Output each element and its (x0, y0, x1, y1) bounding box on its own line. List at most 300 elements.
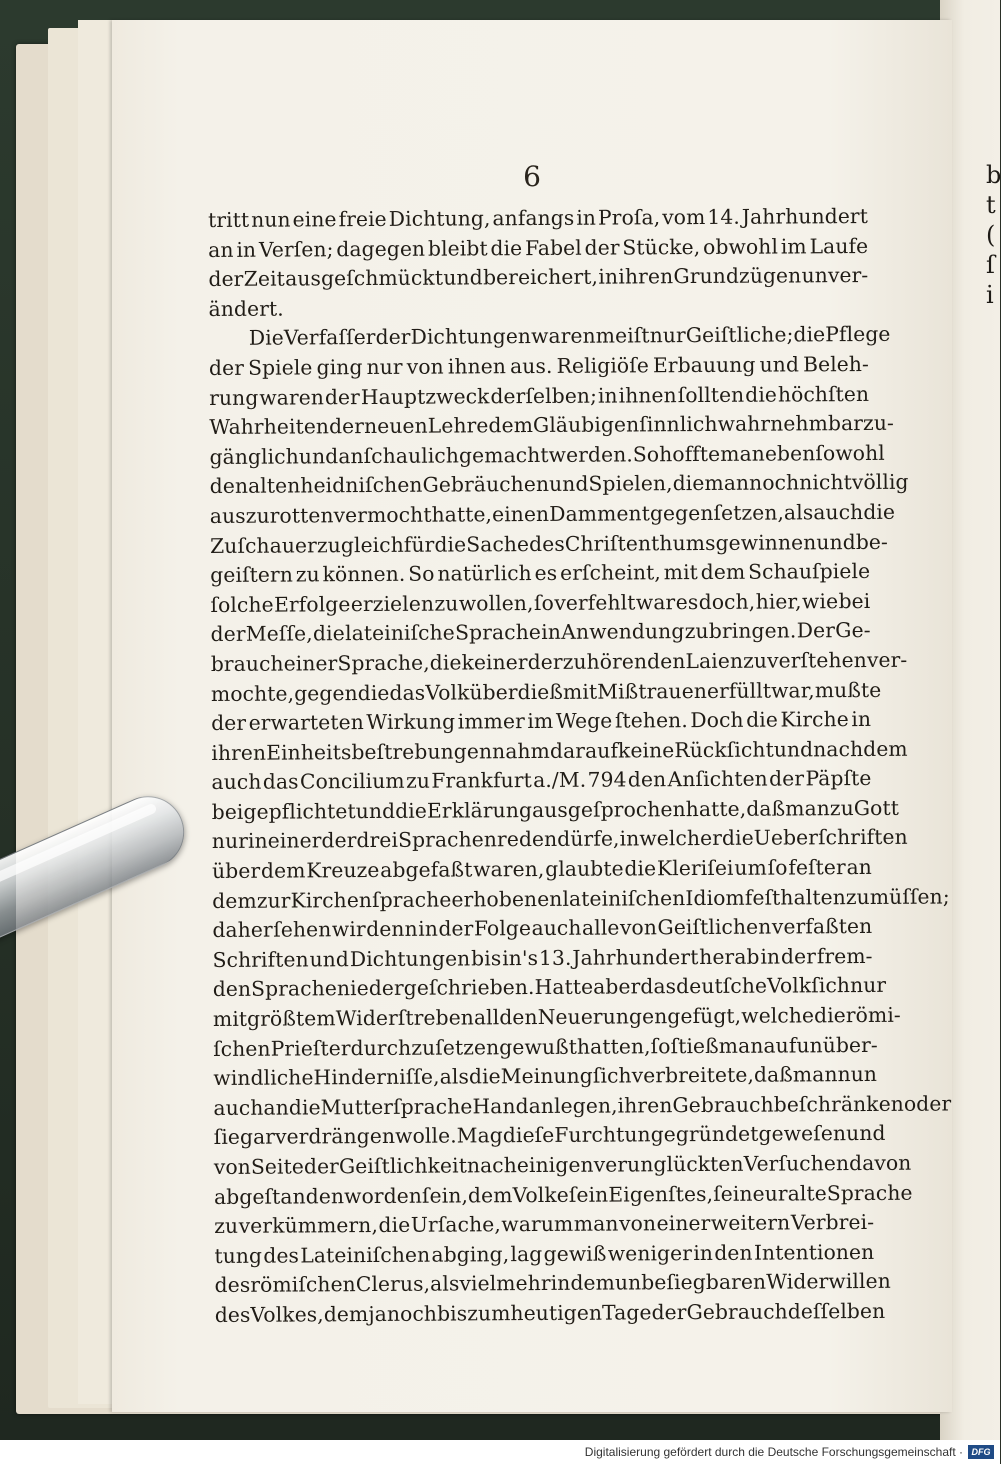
word: warum (501, 1211, 574, 1237)
word: der (527, 649, 563, 674)
word: nur (366, 354, 403, 380)
word: Laien (685, 648, 744, 673)
word: niedergeſchrieben. (336, 975, 535, 1001)
text-line (213, 1060, 878, 1094)
word: denn (366, 916, 418, 942)
word: freie (338, 206, 387, 232)
word: Gläubigen (532, 412, 640, 438)
word: völlig (851, 470, 909, 495)
word: hier, (755, 589, 802, 614)
word: mochte, (210, 680, 295, 706)
word: in (619, 826, 640, 851)
body-text (208, 202, 952, 1331)
word: ausgeſchmückt (285, 265, 444, 291)
word: mit (562, 679, 598, 704)
word: deutſche (676, 974, 768, 999)
word: wolle. (395, 1123, 457, 1149)
word: ändert. (208, 296, 284, 321)
word: für (403, 532, 435, 557)
word: Die (248, 325, 284, 351)
word: Meinung (500, 1063, 593, 1089)
word: können. (322, 561, 406, 587)
word: der (303, 1154, 340, 1179)
word: größtem (247, 1006, 336, 1031)
text-line (211, 823, 908, 857)
word: oder (903, 1091, 952, 1116)
word: Intentionen (753, 1239, 875, 1265)
text-line (212, 853, 872, 887)
word: Pflege (825, 322, 891, 347)
word: doch, (698, 589, 756, 614)
word: mit (663, 560, 698, 585)
word: als (430, 1271, 460, 1297)
word: Stücke, (622, 234, 701, 260)
word: weitern (710, 1210, 791, 1236)
word: um (734, 855, 767, 880)
word: der (438, 916, 474, 941)
word: keine (617, 737, 675, 763)
word: in (760, 944, 781, 969)
word: und (298, 443, 339, 469)
word: Zeit (243, 266, 285, 291)
word: Geiſtlichkeit (338, 1153, 467, 1179)
text-line (211, 794, 900, 828)
word: Verſuchen (743, 1151, 850, 1176)
word: in (693, 1240, 714, 1265)
footer-credit: Digitalisierung gefördert durch die Deutsche Forschungsgemeinschaft · (584, 1445, 963, 1459)
word: immer (457, 709, 525, 734)
word: die (745, 382, 778, 407)
text-line (213, 1149, 912, 1183)
word: heidniſchen (300, 473, 423, 498)
word: den (627, 767, 667, 792)
word: nur (211, 829, 249, 854)
word: Neuerungen (537, 1004, 668, 1030)
word: Dichtungen (410, 324, 532, 350)
word: in (247, 829, 268, 854)
word: anfangs (492, 205, 575, 231)
word: zu (295, 562, 320, 587)
word: in (236, 237, 257, 262)
word: ſich (811, 973, 851, 998)
word: davon (849, 1150, 912, 1176)
word: verfaßten (771, 914, 873, 939)
word: das (262, 769, 299, 794)
word: Einheitsbeſtrebungen (266, 738, 493, 765)
word: der (651, 1300, 687, 1325)
word: vermocht (333, 502, 432, 528)
word: Schauſpiele (748, 559, 871, 584)
text-line (213, 1119, 886, 1153)
word: Idiom (685, 885, 745, 910)
word: als (783, 500, 814, 525)
word: erwarteten (248, 710, 364, 735)
word: Spiele (247, 355, 313, 380)
word: beſchränken (773, 1091, 904, 1117)
word: herab (699, 944, 760, 969)
word: ſein (568, 1182, 609, 1207)
word: der (321, 828, 357, 853)
word: unbeſiegbaren (614, 1269, 767, 1295)
word: Frankfurt (431, 768, 532, 793)
text-line (212, 912, 872, 946)
word: ſolche (210, 592, 274, 617)
word: hoffte (659, 441, 721, 466)
text-line (209, 350, 869, 384)
word: Geiſtliche; (685, 322, 794, 348)
text-line (211, 764, 871, 798)
word: neuen (363, 413, 428, 439)
word: erſcheint, (560, 560, 661, 585)
word: nun (251, 207, 291, 232)
word: Rückſicht (674, 737, 774, 762)
word: bis (471, 946, 502, 971)
word: der (210, 622, 246, 647)
word: im (780, 233, 807, 259)
word: Gebrauch (686, 1299, 788, 1325)
word: waren, (473, 857, 545, 882)
word: einer (267, 828, 322, 854)
word: Jahrhundert (741, 203, 869, 229)
word: eine (292, 207, 337, 232)
word: Lehre (427, 413, 489, 438)
word: man (704, 471, 750, 496)
word: ausgeſprochen (531, 796, 686, 822)
word: gänglich (209, 444, 299, 469)
word: frem- (816, 943, 873, 969)
word: brauch (210, 651, 284, 676)
word: ſo (650, 1033, 671, 1058)
page-number: 6 (523, 160, 541, 193)
word: Volk (425, 679, 470, 705)
word: hatte, (685, 796, 747, 821)
word: die (357, 680, 390, 705)
word: Anſichten (667, 766, 768, 792)
word: Anwendung (561, 619, 685, 645)
word: ſo (767, 855, 788, 880)
word: entgegenſetzen, (616, 500, 785, 526)
word: Wirkung (366, 709, 456, 735)
word: aus. (510, 353, 553, 379)
word: Verfaſſer (283, 325, 376, 350)
text-line (208, 202, 868, 236)
word: be- (855, 529, 888, 554)
word: noch (749, 470, 800, 496)
word: dürfe, (557, 826, 620, 852)
word: Eigenſtes, (608, 1181, 714, 1207)
word: Wahrheiten (209, 414, 330, 440)
word: glaubte (545, 856, 624, 882)
word: werden. (548, 442, 633, 467)
word: die (378, 1212, 411, 1238)
word: den (212, 977, 252, 1002)
text-line (214, 1297, 886, 1331)
word: man (792, 1062, 838, 1087)
word: Kirchenſprache (290, 887, 452, 913)
word: man (718, 1033, 764, 1058)
word: darauf (549, 738, 619, 763)
text-line (213, 1090, 952, 1124)
word: Gebräuchen (422, 472, 550, 498)
word: nur (649, 323, 686, 348)
word: 794 (587, 767, 627, 792)
word: der (211, 710, 247, 736)
word: der (375, 325, 411, 350)
word: an (846, 855, 872, 880)
text-line (210, 646, 908, 680)
word: zu (829, 795, 854, 821)
word: Widerſtreben (335, 1005, 475, 1031)
word: und (355, 798, 396, 823)
word: ſo (533, 590, 554, 615)
word: Ge- (835, 618, 871, 643)
word: Kirche (780, 707, 849, 732)
word: in (598, 264, 619, 289)
word: Fabel (524, 235, 582, 260)
word: des (263, 1243, 300, 1268)
word: keiner (461, 649, 528, 675)
word: Concilium (299, 769, 405, 794)
word: die (288, 1095, 321, 1120)
word: all (473, 1005, 500, 1030)
word: wir (331, 917, 366, 942)
word: das (389, 680, 426, 705)
word: über (211, 858, 261, 884)
word: auch (813, 499, 864, 525)
word: die (468, 1064, 501, 1089)
text-line (211, 705, 871, 739)
word: ſich (592, 1063, 632, 1088)
word: dieſe (502, 1123, 555, 1148)
word: und (549, 472, 589, 497)
word: tritt (208, 207, 250, 232)
word: der (769, 766, 805, 791)
text-line (213, 942, 873, 976)
text-line (210, 675, 882, 709)
word: auch (531, 915, 582, 941)
word: und (759, 352, 800, 377)
word: ihnen (618, 382, 677, 408)
word: ſchen (213, 1036, 271, 1061)
word: dem (212, 888, 257, 913)
word: Geiſtlichen (657, 914, 772, 940)
word: höchſten (777, 381, 870, 407)
word: Schriften (212, 947, 309, 972)
text-line (208, 261, 868, 295)
word: auszurotten (209, 503, 334, 528)
word: Damm (549, 501, 617, 526)
word: dem (488, 413, 534, 438)
word: 13. (538, 945, 572, 970)
word: der (328, 414, 365, 439)
word: vom (662, 204, 706, 230)
word: müſſen; (869, 884, 950, 909)
text-line (210, 557, 870, 591)
word: Hinderniſſe, (313, 1064, 440, 1090)
text-line (209, 409, 894, 443)
word: in (550, 1271, 571, 1296)
word: beigepflichtet (211, 798, 356, 824)
word: mußte (814, 677, 882, 702)
word: Laufe (809, 233, 869, 258)
text-line (210, 587, 870, 621)
word: Spielen, (588, 471, 673, 497)
word: bringen. (708, 618, 797, 644)
word: Hatte (534, 975, 594, 1000)
word: die (793, 322, 826, 347)
word: ſein, (421, 1183, 469, 1208)
word: heutigen (510, 1300, 603, 1326)
word: unver- (801, 263, 869, 288)
word: der (584, 235, 620, 260)
text-line (212, 971, 887, 1005)
word: an (208, 237, 234, 262)
word: nur (849, 973, 887, 998)
word: So (632, 441, 660, 467)
word: die (721, 826, 754, 851)
word: nach (466, 1153, 517, 1178)
word: ebenſowohl (764, 440, 885, 466)
word: Chriſtenthums (564, 530, 716, 556)
word: verſtehen (766, 647, 867, 673)
text-line (214, 1267, 891, 1301)
word: des (214, 1273, 251, 1298)
word: bleibt (427, 235, 488, 261)
text-line (212, 883, 950, 917)
word: römi- (845, 1002, 901, 1028)
word: dem (260, 858, 306, 883)
word: ihren (617, 1092, 673, 1118)
dfg-logo: DFG (968, 1445, 994, 1459)
word: die (813, 1003, 846, 1028)
word: anſchaulich (338, 443, 460, 468)
word: von (406, 354, 444, 379)
word: von (618, 1211, 657, 1236)
word: uralte (764, 1180, 827, 1206)
word: die (672, 471, 705, 496)
word: gefügt, (667, 1003, 742, 1029)
word: Hauptzweck (360, 383, 490, 409)
word: daß (753, 1062, 793, 1087)
word: erzielen (350, 591, 435, 616)
word: Widerwillen (766, 1269, 891, 1294)
word: römiſchen (250, 1272, 356, 1298)
text-line (214, 1238, 874, 1272)
word: Dichtungen (349, 946, 471, 971)
word: wie (801, 588, 839, 614)
word: welcher (639, 826, 723, 851)
word: Folge (473, 916, 532, 941)
word: an (263, 1095, 289, 1120)
word: derſelben; (490, 383, 598, 408)
footer-bar (0, 1440, 1000, 1464)
word: durchzuſetzen (350, 1034, 500, 1060)
word: ihren (618, 264, 674, 289)
word: der (780, 944, 817, 969)
word: natürlich (437, 561, 532, 586)
word: zu (214, 1214, 239, 1239)
word: zugleich (316, 532, 404, 557)
text-line (210, 527, 888, 561)
word: war, (770, 677, 815, 703)
word: einen (491, 501, 550, 527)
word: man (720, 441, 765, 466)
text-line (209, 439, 885, 473)
word: zu (845, 884, 870, 909)
word: Tage (602, 1300, 652, 1325)
word: verbreitete, (631, 1062, 755, 1088)
word: waren (259, 384, 325, 410)
word: Clerus, (355, 1272, 431, 1297)
word: windliche (213, 1065, 314, 1091)
word: Verſen; (258, 236, 334, 262)
word: zum (467, 1301, 511, 1326)
word: Prieſter (270, 1035, 351, 1061)
word: die (624, 856, 657, 881)
word: ſie (213, 1125, 241, 1150)
word: erfüllt (706, 678, 772, 703)
word: abgefaßt (380, 857, 473, 883)
word: Furcht (554, 1122, 625, 1148)
word: ſtieß (670, 1033, 719, 1058)
word: obwohl (703, 234, 779, 259)
text-line (209, 468, 909, 502)
word: Volkes, (250, 1302, 324, 1327)
word: worden (344, 1183, 423, 1208)
word: zu (684, 619, 709, 644)
word: des (214, 1302, 251, 1327)
word: ihren (211, 740, 267, 765)
word: Sprache (455, 620, 542, 645)
word: Sprache (251, 976, 338, 1002)
word: nicht (799, 470, 852, 495)
text-line (213, 1179, 913, 1213)
word: ver- (866, 647, 908, 672)
word: Der (796, 618, 836, 643)
word: ſtehen. (614, 708, 688, 733)
word: Sprache (826, 1180, 913, 1205)
word: waren (530, 324, 596, 349)
word: dem (323, 1302, 369, 1327)
word: geweſen (758, 1121, 847, 1147)
word: noch (386, 1301, 438, 1326)
word: man (785, 796, 830, 821)
word: Sprache, (337, 650, 430, 676)
word: aber (593, 974, 641, 1000)
word: der (208, 355, 245, 380)
word: Sache (466, 531, 530, 556)
word: Erfolge (273, 591, 351, 617)
word: welche (741, 1003, 815, 1028)
word: daher (212, 917, 273, 943)
word: nun (837, 1062, 878, 1087)
word: der (208, 266, 244, 292)
word: Erklärung (426, 797, 533, 823)
word: drei (356, 828, 399, 853)
word: gewußt (499, 1034, 578, 1059)
word: Mag (456, 1123, 503, 1148)
word: alten (247, 473, 301, 499)
word: Proſa, (597, 205, 661, 230)
word: Beleh- (802, 351, 870, 377)
word: und (443, 265, 483, 290)
word: abging, (431, 1241, 510, 1267)
text-line (209, 380, 869, 414)
word: gewiß (543, 1241, 607, 1266)
word: daß (746, 796, 786, 821)
word: ja (368, 1301, 388, 1327)
word: anlegen, (528, 1093, 618, 1118)
